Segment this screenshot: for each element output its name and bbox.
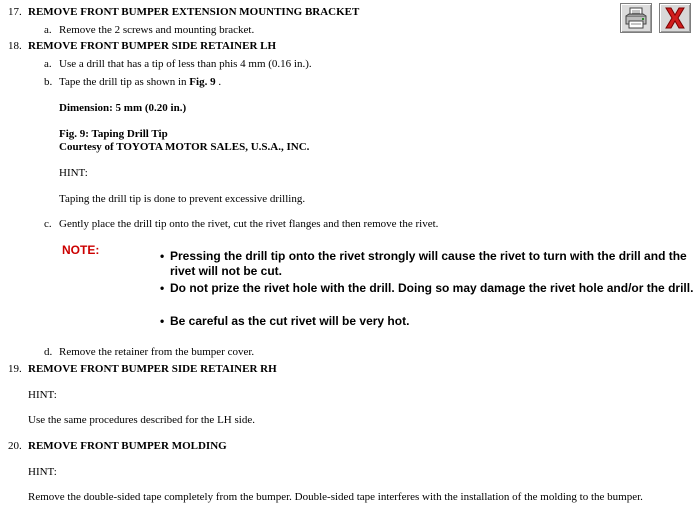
step-20-heading: REMOVE FRONT BUMPER MOLDING (28, 440, 227, 452)
hint-label: HINT: (59, 167, 88, 179)
hint-text: Taping the drill tip is done to prevent excessive drilling. (59, 193, 306, 205)
step-18d-marker: d. (44, 346, 53, 358)
bullet-icon: • (160, 249, 165, 263)
step-19-number: 19. (8, 363, 22, 375)
step-18b-text-pre: Tape the drill tip as shown in (59, 76, 190, 88)
note-item-text: Do not prize the rivet hole with the drill. Doing so may damage the rivet hole and/or the drill. (170, 281, 694, 295)
printer-icon (623, 6, 649, 30)
step-18c-text: Gently place the drill tip onto the rivet, cut the rivet flanges and then remove the rivet. (59, 218, 439, 230)
step-18a-marker: a. (44, 58, 52, 70)
note-item-text: Be careful as the cut rivet will be very hot. (170, 314, 410, 328)
step-18b-text-post: . (215, 76, 222, 88)
close-x-icon (662, 6, 688, 30)
step-18-heading: REMOVE FRONT BUMPER SIDE RETAINER LH (28, 40, 277, 52)
step-19-heading: REMOVE FRONT BUMPER SIDE RETAINER RH (28, 363, 277, 375)
step-17-number: 17. (8, 6, 22, 18)
step-17a-marker: a. (44, 24, 52, 36)
hint-label: HINT: (28, 466, 57, 478)
note-item (160, 281, 695, 296)
figure-title: Fig. 9: Taping Drill Tip (59, 128, 168, 140)
hint-text: Remove the double-sided tape completely from the bumper. Double-sided tape interferes with the installation of the molding to the bumper. (28, 491, 643, 503)
note-label: NOTE: (62, 243, 100, 257)
note-item-text: Pressing the drill tip onto the rivet strongly will cause the rivet to turn with the drill and the rivet will not be cut. (170, 249, 687, 278)
step-18-number: 18. (8, 40, 22, 52)
step-18c-marker: c. (44, 218, 52, 230)
dimension-label: Dimension: 5 mm (0.20 in.) (59, 102, 187, 114)
fig-9-link[interactable]: Fig. 9 (189, 76, 216, 88)
step-17a-text: Remove the 2 screws and mounting bracket. (59, 24, 255, 36)
hint-label: HINT: (28, 389, 57, 401)
step-18a-text: Use a drill that has a tip of less than phis 4 mm (0.16 in.). (59, 58, 312, 70)
note-item (160, 249, 695, 279)
step-18b-text (59, 76, 221, 89)
step-20-number: 20. (8, 440, 22, 452)
note-item (160, 314, 695, 329)
bullet-icon: • (160, 281, 165, 295)
hint-text: Use the same procedures described for the LH side. (28, 414, 255, 426)
bullet-icon: • (160, 314, 165, 328)
step-17-heading: REMOVE FRONT BUMPER EXTENSION MOUNTING BRACKET (28, 6, 360, 18)
step-18b-marker: b. (44, 76, 53, 88)
step-18d-text: Remove the retainer from the bumper cover. (59, 346, 255, 358)
close-button[interactable] (659, 3, 691, 33)
print-button[interactable] (620, 3, 652, 33)
figure-courtesy: Courtesy of TOYOTA MOTOR SALES, U.S.A., INC. (59, 141, 310, 153)
